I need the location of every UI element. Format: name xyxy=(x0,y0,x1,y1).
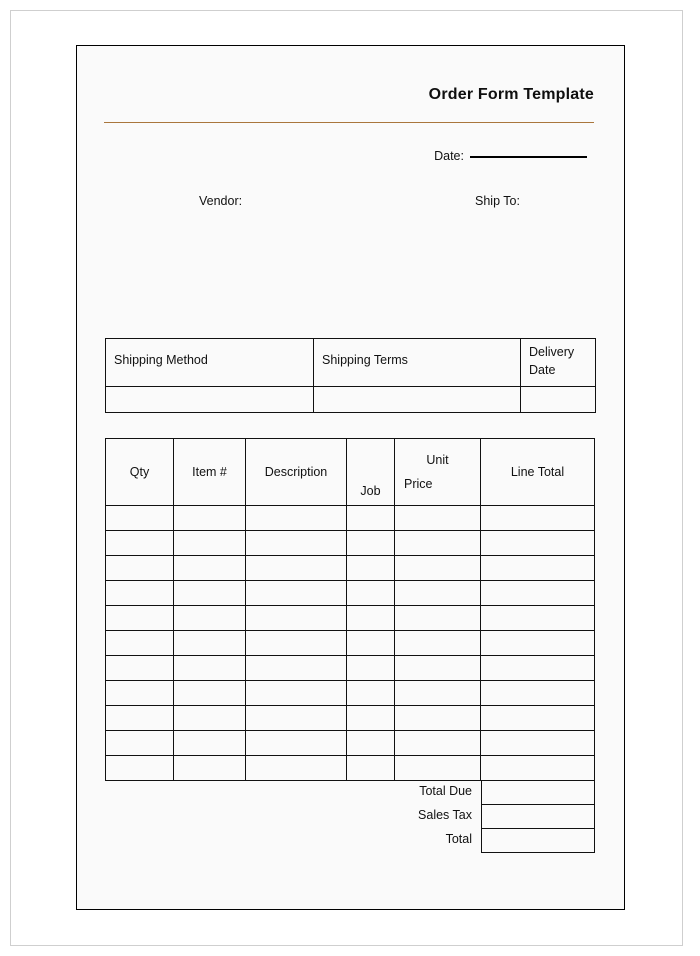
date-input-line[interactable] xyxy=(470,147,587,158)
description-cell[interactable] xyxy=(246,731,347,756)
ship-to-label: Ship To: xyxy=(475,194,520,208)
table-row xyxy=(106,756,595,781)
line-total-cell[interactable] xyxy=(481,731,595,756)
line-items-header-row xyxy=(106,439,595,506)
line-total-cell[interactable] xyxy=(481,706,595,731)
unit-price-header-line1: Unit xyxy=(426,452,449,467)
unit-price-cell[interactable] xyxy=(395,706,481,731)
qty-cell[interactable] xyxy=(106,681,174,706)
unit-price-header xyxy=(395,439,481,506)
unit-price-cell[interactable] xyxy=(395,756,481,781)
line-total-cell[interactable] xyxy=(481,506,595,531)
item-number-cell[interactable] xyxy=(174,531,246,556)
description-cell[interactable] xyxy=(246,656,347,681)
table-row xyxy=(106,631,595,656)
job-cell[interactable] xyxy=(347,581,395,606)
table-row xyxy=(106,681,595,706)
line-total-cell[interactable] xyxy=(481,631,595,656)
totals-value-box[interactable] xyxy=(481,828,595,853)
qty-cell[interactable] xyxy=(106,556,174,581)
delivery-date-header xyxy=(521,339,596,387)
totals-row xyxy=(105,828,595,853)
item-number-cell[interactable] xyxy=(174,756,246,781)
shipping-table-header-row xyxy=(106,339,596,387)
vendor-label: Vendor: xyxy=(199,194,243,208)
table-row xyxy=(106,531,595,556)
qty-cell[interactable] xyxy=(106,731,174,756)
description-cell[interactable] xyxy=(246,556,347,581)
item-number-cell[interactable] xyxy=(174,681,246,706)
shipping-method-cell[interactable] xyxy=(106,387,314,413)
table-row xyxy=(106,581,595,606)
unit-price-header-line2: Price xyxy=(404,477,433,491)
table-row xyxy=(106,731,595,756)
totals-row xyxy=(105,780,595,805)
unit-price-cell[interactable] xyxy=(395,681,481,706)
qty-cell[interactable] xyxy=(106,756,174,781)
shipping-terms-header xyxy=(314,339,521,387)
line-total-cell[interactable] xyxy=(481,531,595,556)
line-total-cell[interactable] xyxy=(481,656,595,681)
job-cell[interactable] xyxy=(347,606,395,631)
line-total-cell[interactable] xyxy=(481,681,595,706)
qty-cell[interactable] xyxy=(106,581,174,606)
unit-price-cell[interactable] xyxy=(395,506,481,531)
description-cell[interactable] xyxy=(246,756,347,781)
job-header: Job xyxy=(347,439,395,506)
shipping-terms-cell[interactable] xyxy=(314,387,521,413)
qty-cell[interactable] xyxy=(106,506,174,531)
shipping-info-table xyxy=(105,338,596,413)
document-content xyxy=(77,46,624,909)
line-items-table xyxy=(105,438,595,781)
qty-header: Qty xyxy=(106,439,174,506)
job-cell[interactable] xyxy=(347,656,395,681)
description-cell[interactable] xyxy=(246,581,347,606)
unit-price-cell[interactable] xyxy=(395,731,481,756)
table-row xyxy=(106,656,595,681)
delivery-date-header-label: Delivery Date xyxy=(529,345,575,378)
totals-label: Total xyxy=(445,832,472,846)
table-row xyxy=(106,506,595,531)
totals-row xyxy=(105,804,595,829)
page-title: Order Form Template xyxy=(428,86,594,103)
unit-price-cell[interactable] xyxy=(395,556,481,581)
shipping-method-header xyxy=(106,339,314,387)
qty-cell[interactable] xyxy=(106,656,174,681)
date-field-row xyxy=(77,147,587,163)
description-header: Description xyxy=(246,439,347,506)
item-number-cell[interactable] xyxy=(174,556,246,581)
line-total-cell[interactable] xyxy=(481,756,595,781)
qty-cell[interactable] xyxy=(106,706,174,731)
item-number-cell[interactable] xyxy=(174,506,246,531)
item-number-cell[interactable] xyxy=(174,631,246,656)
totals-value-box[interactable] xyxy=(481,804,595,829)
line-items-body xyxy=(106,506,595,781)
item-number-cell[interactable] xyxy=(174,706,246,731)
table-row xyxy=(106,606,595,631)
document-sheet xyxy=(76,45,625,910)
unit-price-cell[interactable] xyxy=(395,581,481,606)
table-row xyxy=(106,556,595,581)
description-cell[interactable] xyxy=(246,631,347,656)
line-total-cell[interactable] xyxy=(481,606,595,631)
job-cell[interactable] xyxy=(347,681,395,706)
item-number-cell[interactable] xyxy=(174,731,246,756)
item-number-cell[interactable] xyxy=(174,581,246,606)
item-number-cell[interactable] xyxy=(174,606,246,631)
qty-cell[interactable] xyxy=(106,631,174,656)
unit-price-cell[interactable] xyxy=(395,656,481,681)
totals-label: Total Due xyxy=(419,784,472,798)
totals-value-box[interactable] xyxy=(481,780,595,805)
job-cell[interactable] xyxy=(347,631,395,656)
job-cell[interactable] xyxy=(347,731,395,756)
job-cell[interactable] xyxy=(347,506,395,531)
date-label: Date: xyxy=(434,149,464,163)
description-cell[interactable] xyxy=(246,706,347,731)
description-cell[interactable] xyxy=(246,531,347,556)
line-total-header: Line Total xyxy=(481,439,595,506)
item-number-header: Item # xyxy=(174,439,246,506)
line-total-cell[interactable] xyxy=(481,556,595,581)
totals-label: Sales Tax xyxy=(418,808,472,822)
unit-price-cell[interactable] xyxy=(395,631,481,656)
description-cell[interactable] xyxy=(246,681,347,706)
job-cell[interactable] xyxy=(347,706,395,731)
title-divider-rule xyxy=(104,122,594,123)
qty-cell[interactable] xyxy=(106,606,174,631)
description-cell[interactable] xyxy=(246,606,347,631)
shipping-terms-header-label: Shipping Terms xyxy=(322,353,408,367)
description-cell[interactable] xyxy=(246,506,347,531)
job-cell[interactable] xyxy=(347,756,395,781)
shipping-table-input-row xyxy=(106,387,596,413)
qty-cell[interactable] xyxy=(106,531,174,556)
table-row xyxy=(106,706,595,731)
job-cell[interactable] xyxy=(347,531,395,556)
job-cell[interactable] xyxy=(347,556,395,581)
line-total-cell[interactable] xyxy=(481,581,595,606)
unit-price-cell[interactable] xyxy=(395,531,481,556)
delivery-date-cell[interactable] xyxy=(521,387,596,413)
item-number-cell[interactable] xyxy=(174,656,246,681)
unit-price-cell[interactable] xyxy=(395,606,481,631)
shipping-method-header-label: Shipping Method xyxy=(114,353,208,367)
